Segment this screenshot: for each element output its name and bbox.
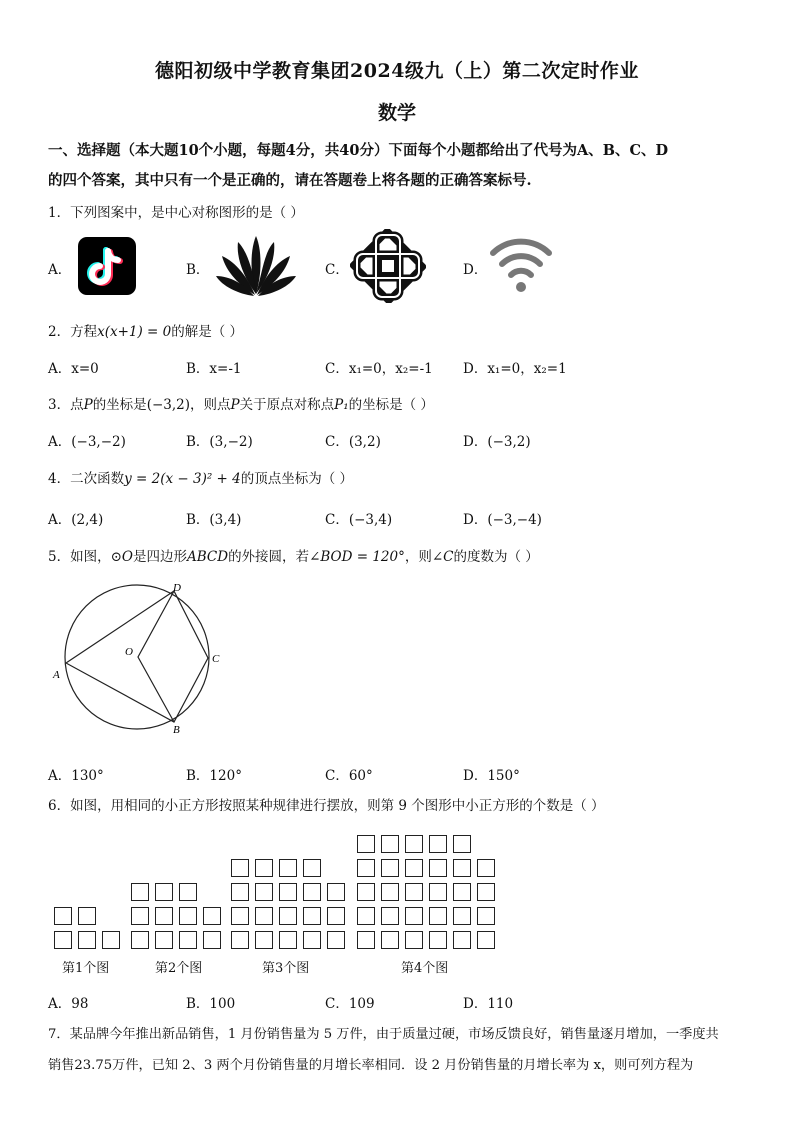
square [357,883,375,901]
q6-caption-2: 第2个图 [155,961,203,976]
square [381,907,399,925]
square [429,883,447,901]
q5-quadrilateral-shape [66,591,208,722]
q2-stem-prefix: 2．方程 [48,324,98,340]
q5-option-b: B．120° [186,768,242,784]
square [327,907,345,925]
q1-stem: 1．下列图案中，是中心对称图形的是（ ） [48,205,304,221]
q3-text-5: 的坐标是（ ） [348,397,434,413]
q5-label-d: D [173,582,181,594]
q4-option-d: D．(−3,−4) [463,512,542,528]
q5-label-b: B [173,724,180,736]
q5-label-c: C [212,653,220,665]
square [405,835,423,853]
square [453,883,471,901]
section-instruction-line2: 的四个答案，其中只有一个是正确的，请在答题卷上将各题的正确答案标号. [48,172,532,189]
q5-circle: ⊙O [110,549,133,565]
square [381,835,399,853]
q7-stem-line1: 7．某品牌今年推出新品销售，1 月份销售量为 5 万件，由于质量过硬，市场反馈良好，销售量逐月增加，一季度共 [48,1027,719,1042]
q6-square-figures [48,830,508,955]
square [357,931,375,949]
square [381,931,399,949]
square [102,931,120,949]
square [279,859,297,877]
q5-option-c: C．60° [325,768,373,784]
q6-stem: 6．如图，用相同的小正方形按照某种规律进行摆放，则第 9 个图形中小正方形的个数是（ ） [48,798,605,814]
square [405,907,423,925]
q6-option-a: A．98 [48,996,89,1012]
q5-text-4: ，则 [404,549,432,565]
q1-option-d-label: D． [463,262,488,278]
square [453,931,471,949]
q5-label-a: A [53,669,60,681]
square [357,859,375,877]
q2-stem [48,320,243,340]
wifi-icon [488,234,554,294]
square [477,883,495,901]
q4-option-a: A．(2,4) [48,512,104,528]
q4-stem [48,467,353,487]
q1-option-a-label: A． [48,262,72,278]
q5-text-1: 5．如图， [48,549,111,565]
q5-angle-bod: ∠BOD = 120° [309,549,405,565]
knot-logo-icon [350,229,426,303]
square [231,859,249,877]
page-title: 德阳初级中学教育集团2024级九（上）第二次定时作业 [155,60,639,82]
huawei-logo-icon [214,234,298,298]
square [429,835,447,853]
square [255,931,273,949]
square [381,883,399,901]
square [78,907,96,925]
q4-function: y = 2(x − 3)² + 4 [124,471,241,487]
q5-angle-c: ∠C [431,549,454,565]
q2-option-d: D．x₁=0，x₂=1 [463,361,567,377]
square [453,859,471,877]
q2-stem-suffix: 的解是（ ） [171,324,244,340]
square [54,931,72,949]
q4-text-2: 的顶点坐标为（ ） [240,471,354,487]
square [279,931,297,949]
q3-option-c: C．(3,2) [325,434,381,450]
q3-option-a: A．(−3,−2) [48,434,126,450]
square [477,931,495,949]
q5-circle-figure [48,578,228,738]
q5-quadrilateral: ABCD [186,549,229,565]
square [78,931,96,949]
subject-title: 数学 [377,102,416,124]
q2-option-a: A．x=0 [48,361,99,377]
square [279,883,297,901]
q2-option-b: B．x=-1 [186,361,242,377]
square [477,859,495,877]
q4-text-1: 4．二次函数 [48,471,125,487]
square [303,931,321,949]
q6-option-c: C．109 [325,996,375,1012]
square [357,835,375,853]
square [203,931,221,949]
square [453,835,471,853]
q5-text-2: 是四边形 [132,549,187,565]
q6-option-b: B．100 [186,996,236,1012]
q5-option-d: D．150° [463,768,520,784]
square [303,883,321,901]
square [327,883,345,901]
q6-caption-3: 第3个图 [262,961,310,976]
q3-point-p1: P₁ [334,397,349,413]
square [429,931,447,949]
square [231,907,249,925]
square [381,859,399,877]
q1-option-b-label: B． [186,262,210,278]
square [279,907,297,925]
square [303,907,321,925]
q3-point-p: P [83,397,93,413]
q4-option-b: B．(3,4) [186,512,242,528]
square [155,907,173,925]
q3-coordinate: (−3,2) [146,397,191,413]
square [155,931,173,949]
q2-option-c: C．x₁=0，x₂=-1 [325,361,433,377]
q5-radii [138,591,174,722]
square [131,883,149,901]
q5-circumcircle [65,585,209,729]
q3-text-3: ，则点 [190,397,231,413]
square [405,931,423,949]
square [405,859,423,877]
square [131,907,149,925]
q1-option-c-label: C． [325,262,349,278]
square [255,883,273,901]
square [231,931,249,949]
q3-text-4: 关于原点对称点 [239,397,335,413]
q3-option-d: D．(−3,2) [463,434,531,450]
square [255,859,273,877]
square [179,907,197,925]
q7-stem-line2: 销售23.75万件，已知 2、3 两个月份销售量的月增长率相同．设 2 月份销售量的月增长率为 x，则可列方程为 [48,1058,694,1073]
q3-text-1: 3．点 [48,397,84,413]
square [327,931,345,949]
square [155,883,173,901]
q6-caption-4: 第4个图 [401,961,449,976]
q5-option-a: A．130° [48,768,104,784]
q4-option-c: C．(−3,4) [325,512,393,528]
q5-text-5: 的度数为（ ） [453,549,539,565]
square [231,883,249,901]
square [303,859,321,877]
square [405,883,423,901]
q3-point-p-2: P [230,397,240,413]
square [179,931,197,949]
q6-option-d: D．110 [463,996,514,1012]
q5-text-3: 的外接圆，若 [228,549,310,565]
q5-stem [48,545,539,565]
square [477,907,495,925]
square [429,907,447,925]
square [179,883,197,901]
square [54,907,72,925]
q6-caption-1: 第1个图 [62,961,110,976]
q5-label-o: O [125,646,133,658]
square [453,907,471,925]
square [357,907,375,925]
q3-stem [48,393,434,413]
square [131,931,149,949]
q3-option-b: B．(3,−2) [186,434,253,450]
tiktok-logo-icon [78,237,136,295]
q2-equation: x(x+1) = 0 [97,324,172,340]
square [255,907,273,925]
square [203,907,221,925]
section-instruction-line1: 一、选择题（本大题10个小题，每题4分，共40分）下面每个小题都给出了代号为A、B、C、D [48,142,669,159]
q3-text-2: 的坐标是 [92,397,147,413]
square [429,859,447,877]
